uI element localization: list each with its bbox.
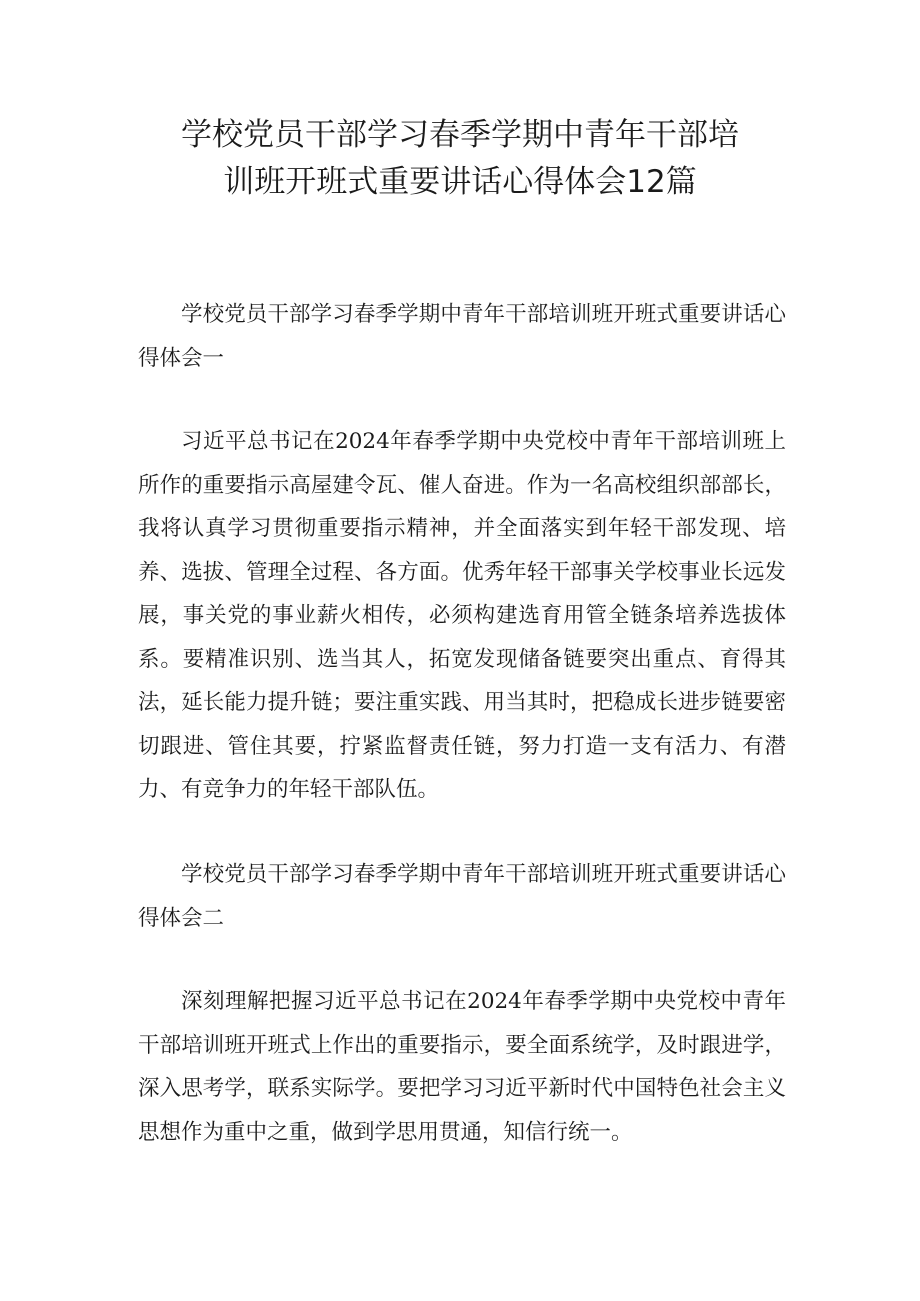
document-title-line-1: 学校党员干部学习春季学期中青年干部培 [181,117,739,153]
section-heading-1: 学校党员干部学习春季学期中青年干部培训班开班式重要讲话心得体会一 [138,302,786,371]
section-heading-2: 学校党员干部学习春季学期中青年干部培训班开班式重要讲话心得体会二 [138,862,786,931]
section-paragraph-1: 习近平总书记在2024年春季学期中央党校中青年干部培训班上所作的重要指示高屋建令瓦、催人奋进。作为一名高校组织部部长，我将认真学习贯彻重要指示精神，并全面落实到年轻干部发现、培养、选拔、管理全过程、各方面。优秀年轻干部事关学校事业长远发展，事关党的事业薪火相传，必须构建选育用管全链条培养选拔体系。要精准识别、选当其人，拓宽发现储备链要突出重点、育得其法，延长能力提升链；要注重实践、用当其时，把稳成长进步链要密切跟进、管住其要，拧紧监督责任链，努力打造一支有活力、有潜力、有竞争力的年轻干部队伍。 [138,429,786,802]
document-title-line-2: 训班开班式重要讲话心得体会12篇 [223,164,697,200]
section-paragraph-2: 深刻理解把握习近平总书记在2024年春季学期中央党校中青年干部培训班开班式上作出的重要指示，要全面系统学，及时跟进学，深入思考学，联系实际学。要把学习习近平新时代中国特色社会主义思想作为重中之重，做到学思用贯通，知信行统一。 [138,989,786,1145]
document-title [140,112,780,206]
